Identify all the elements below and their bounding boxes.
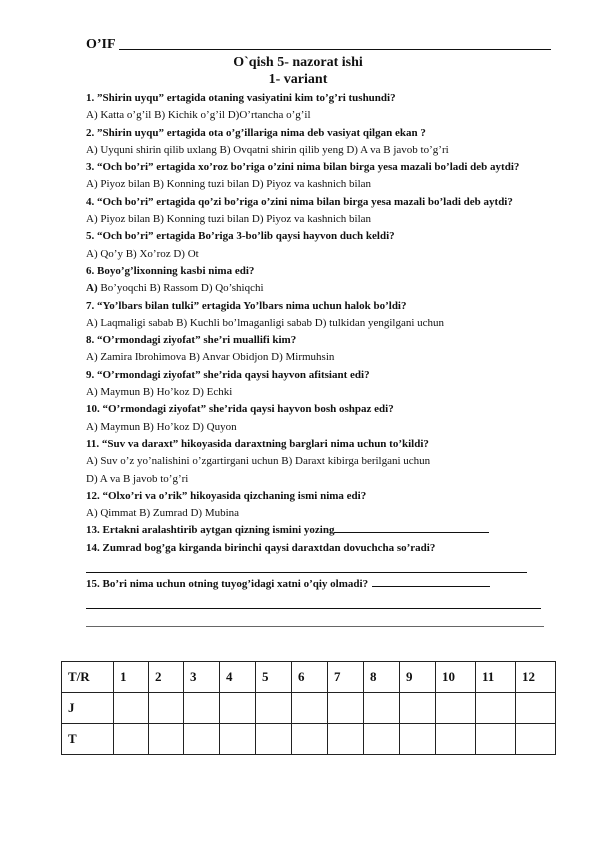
table-row [62, 693, 556, 724]
answer-line[interactable] [86, 613, 544, 627]
question-text: 8. “O’rmondagi ziyofat” she’ri muallifi kim? [86, 334, 297, 347]
table-header-cell: 7 [328, 662, 364, 693]
answer-cell[interactable] [184, 724, 220, 755]
question-text: 3. “Och bo’ri” ertagida xo’roz bo’riga o’zini nima bilan birga yesa mazali bo’ladi deb aytdi? [86, 161, 520, 174]
answer-cell[interactable] [184, 693, 220, 724]
answer-prefix: A) [86, 282, 101, 295]
table-header-cell: 6 [292, 662, 328, 693]
answer-cell[interactable] [364, 724, 400, 755]
row-label: J [62, 693, 114, 724]
table-header-cell: 8 [364, 662, 400, 693]
question-text: 12. “Olxo’ri va o’rik” hikoyasida qizchaning ismi nima edi? [86, 489, 367, 502]
question-text: 5. “Och bo’ri” ertagida Bo’riga 3-bo’lib qaysi hayvon duch keldi? [86, 230, 395, 243]
answer-cell[interactable] [400, 724, 436, 755]
question-item [86, 228, 556, 263]
answer-line[interactable] [372, 576, 490, 587]
question-text: 7. “Yo’lbars bilan tulki” ertagida Yo’lbars nima uchun halok bo’ldi? [86, 299, 407, 312]
answer-cell[interactable] [149, 724, 184, 755]
answer-cell[interactable] [476, 724, 516, 755]
answer-cell[interactable] [328, 693, 364, 724]
question-text: 1. ”Shirin uyqu” ertagida otaning vasiyatini kim to’g’ri tushundi? [86, 92, 396, 104]
answer-line[interactable] [334, 522, 489, 533]
name-field-label: O’IF [86, 37, 116, 52]
table-header-cell: 3 [184, 662, 220, 693]
table-header-row [62, 662, 556, 693]
questions-list [86, 90, 556, 627]
page-title: O`qish 5- nazorat ishi [233, 55, 363, 70]
answer-options: A) Qo’y B) Xo’roz D) Ot [86, 247, 199, 260]
question-item [86, 90, 556, 125]
question-text: 9. “O’rmondagi ziyofat” she’rida qaysi hayvon afitsiant edi? [86, 368, 370, 381]
open-question-item [86, 576, 556, 627]
answer-cell[interactable] [328, 724, 364, 755]
question-item [86, 401, 556, 436]
answer-options: A) Maymun B) Ho’koz D) Echki [86, 386, 233, 399]
table-row [62, 724, 556, 755]
name-field-line[interactable] [119, 49, 551, 50]
question-text: 11. “Suv va daraxt” hikoyasida daraxtning barglari nima uchun to’kildi? [86, 437, 429, 450]
table-header-cell: 9 [400, 662, 436, 693]
question-item [86, 332, 556, 367]
question-text: 6. Boyo’g’lixonning kasbi nima edi? [86, 264, 255, 277]
table-header-cell: 2 [149, 662, 184, 693]
table-header-cell: 12 [516, 662, 556, 693]
answer-options: A) Zamira Ibrohimova B) Anvar Obidjon D) Mirmuhsin [86, 351, 335, 364]
answer-cell[interactable] [292, 693, 328, 724]
answer-cell[interactable] [114, 724, 149, 755]
question-item [86, 367, 556, 402]
table-header-cell: 1 [114, 662, 149, 693]
question-text: 4. “Och bo’ri” ertagida qo’zi bo’riga o’zini nima bilan birga yesa mazali bo’ladi deb aytdi? [86, 195, 513, 208]
answer-cell[interactable] [220, 693, 256, 724]
answer-options: A) Uyquni shirin qilib uxlang B) Ovqatni shirin qilib yeng D) A va B javob to’g’ri [86, 143, 449, 156]
question-item [86, 488, 556, 523]
answer-cell[interactable] [516, 724, 556, 755]
answer-cell[interactable] [114, 693, 149, 724]
answer-line[interactable] [86, 559, 527, 573]
question-item [86, 194, 556, 229]
answer-cell[interactable] [516, 693, 556, 724]
table-header-cell: 11 [476, 662, 516, 693]
question-item [86, 263, 556, 298]
row-label: T [62, 724, 114, 755]
table-header-cell: 5 [256, 662, 292, 693]
question-text: 10. “O’rmondagi ziyofat” she’rida qaysi hayvon bosh oshpaz edi? [86, 403, 394, 416]
open-question-item [86, 540, 556, 573]
question-item [86, 298, 556, 333]
variant-label: 1- variant [268, 72, 328, 87]
question-text: 14. Zumrad bog’ga kirganda birinchi qaysi daraxtdan dovuchcha so’radi? [86, 541, 436, 554]
answer-options: A) Qimmat B) Zumrad D) Mubina [86, 507, 240, 520]
open-question-item [86, 522, 556, 539]
answer-cell[interactable] [400, 693, 436, 724]
answer-table [61, 661, 556, 755]
answer-cell[interactable] [292, 724, 328, 755]
answer-cell[interactable] [149, 693, 184, 724]
question-text: 13. Ertakni aralashtirib aytgan qizning ismini yozing [86, 524, 335, 537]
answer-options: A) Laqmaligi sabab B) Kuchli bo’lmaganligi sabab D) tulkidan yengilgani uchun [86, 316, 445, 329]
answer-options: A) Katta o’g’il B) Kichik o’g’il D)O’rtancha o’g’il [86, 109, 311, 122]
table-header-cell: 4 [220, 662, 256, 693]
answer-cell[interactable] [436, 724, 476, 755]
answer-options: A) Piyoz bilan B) Konning tuzi bilan D) Piyoz va kashnich bilan [86, 213, 372, 226]
answer-cell[interactable] [436, 693, 476, 724]
answer-cell[interactable] [364, 693, 400, 724]
question-text: 15. Bo’ri nima uchun otning tuyog’idagi xatni o’qiy olmadi? [86, 578, 369, 591]
question-item [86, 159, 556, 194]
table-header-cell: 10 [436, 662, 476, 693]
answer-options: D) A va B javob to’g’ri [86, 472, 189, 485]
answer-line[interactable] [86, 595, 541, 609]
answer-cell[interactable] [476, 693, 516, 724]
table-header-cell: T/R [62, 662, 114, 693]
answer-cell[interactable] [256, 693, 292, 724]
answer-options: A) Maymun B) Ho’koz D) Quyon [86, 420, 237, 433]
question-item [86, 125, 556, 160]
answer-rest: Bo’yoqchi B) Rassom D) Qo’shiqchi [100, 282, 264, 295]
answer-options [86, 280, 556, 297]
question-text: 2. ”Shirin uyqu” ertagida ota o’g’illariga nima deb vasiyat qilgan ekan ? [86, 126, 426, 139]
answer-cell[interactable] [256, 724, 292, 755]
answer-options: A) Piyoz bilan B) Konning tuzi bilan D) Piyoz va kashnich bilan [86, 178, 372, 191]
answer-cell[interactable] [220, 724, 256, 755]
question-item [86, 436, 556, 488]
answer-options: A) Suv o’z yo’nalishini o’zgartirgani uchun B) Daraxt kibirga berilgani uchun [86, 455, 431, 468]
